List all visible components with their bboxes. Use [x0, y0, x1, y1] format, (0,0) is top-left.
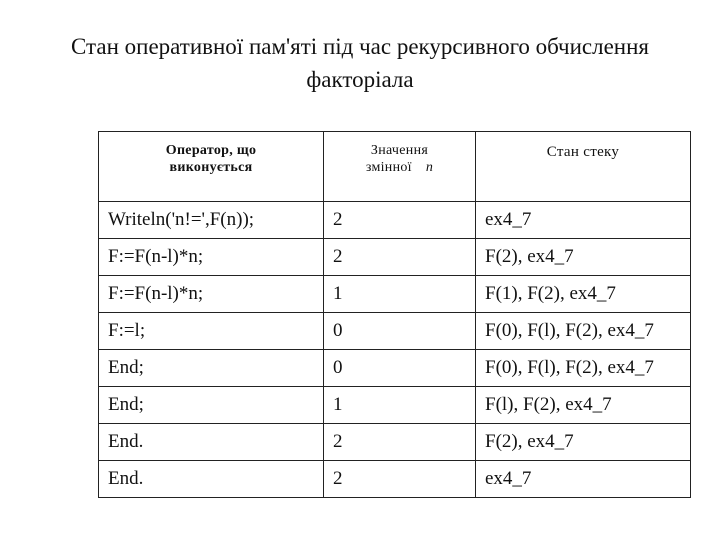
table-body	[99, 202, 691, 498]
header-operator-line-1: Оператор, що	[165, 143, 257, 158]
header-value-word: змінної	[365, 160, 412, 175]
header-value-line-2	[328, 159, 471, 176]
cell-n-value: 0	[324, 350, 476, 387]
table-row	[99, 387, 691, 424]
table-row	[99, 202, 691, 239]
header-stack: Стан стеку	[476, 132, 691, 202]
cell-n-value: 2	[324, 424, 476, 461]
cell-stack-state: F(1), F(2), ex4_7	[476, 276, 691, 313]
cell-n-value: 2	[324, 461, 476, 498]
cell-operator: Writeln('n!=',F(n));	[99, 202, 324, 239]
table-row	[99, 276, 691, 313]
cell-stack-state: F(0), F(l), F(2), ex4_7	[476, 350, 691, 387]
cell-operator: End;	[99, 350, 324, 387]
recursion-stack-table	[98, 131, 691, 498]
cell-n-value: 1	[324, 387, 476, 424]
table-header-row	[99, 132, 691, 202]
header-value-var: n	[425, 160, 434, 175]
table-row	[99, 239, 691, 276]
title-line-2: факторіала	[306, 67, 414, 92]
slide-title	[0, 30, 720, 96]
cell-operator: End;	[99, 387, 324, 424]
cell-stack-state: F(2), ex4_7	[476, 424, 691, 461]
cell-n-value: 1	[324, 276, 476, 313]
cell-n-value: 0	[324, 313, 476, 350]
cell-n-value: 2	[324, 239, 476, 276]
cell-operator: F:=l;	[99, 313, 324, 350]
cell-stack-state: F(l), F(2), ex4_7	[476, 387, 691, 424]
table-row	[99, 461, 691, 498]
header-operator	[99, 132, 324, 202]
title-line-1: Стан оперативної пам'яті під час рекурсивного обчислення	[71, 34, 649, 59]
cell-stack-state: ex4_7	[476, 461, 691, 498]
cell-stack-state: F(0), F(l), F(2), ex4_7	[476, 313, 691, 350]
header-value-line-1: Значення	[370, 143, 429, 158]
cell-stack-state: F(2), ex4_7	[476, 239, 691, 276]
table-row	[99, 424, 691, 461]
header-value	[324, 132, 476, 202]
cell-operator: End.	[99, 424, 324, 461]
cell-operator: F:=F(n-l)*n;	[99, 276, 324, 313]
cell-operator: F:=F(n-l)*n;	[99, 239, 324, 276]
cell-operator: End.	[99, 461, 324, 498]
table-row	[99, 313, 691, 350]
header-operator-line-2: виконується	[169, 160, 253, 175]
cell-stack-state: ex4_7	[476, 202, 691, 239]
table-row	[99, 350, 691, 387]
cell-n-value: 2	[324, 202, 476, 239]
